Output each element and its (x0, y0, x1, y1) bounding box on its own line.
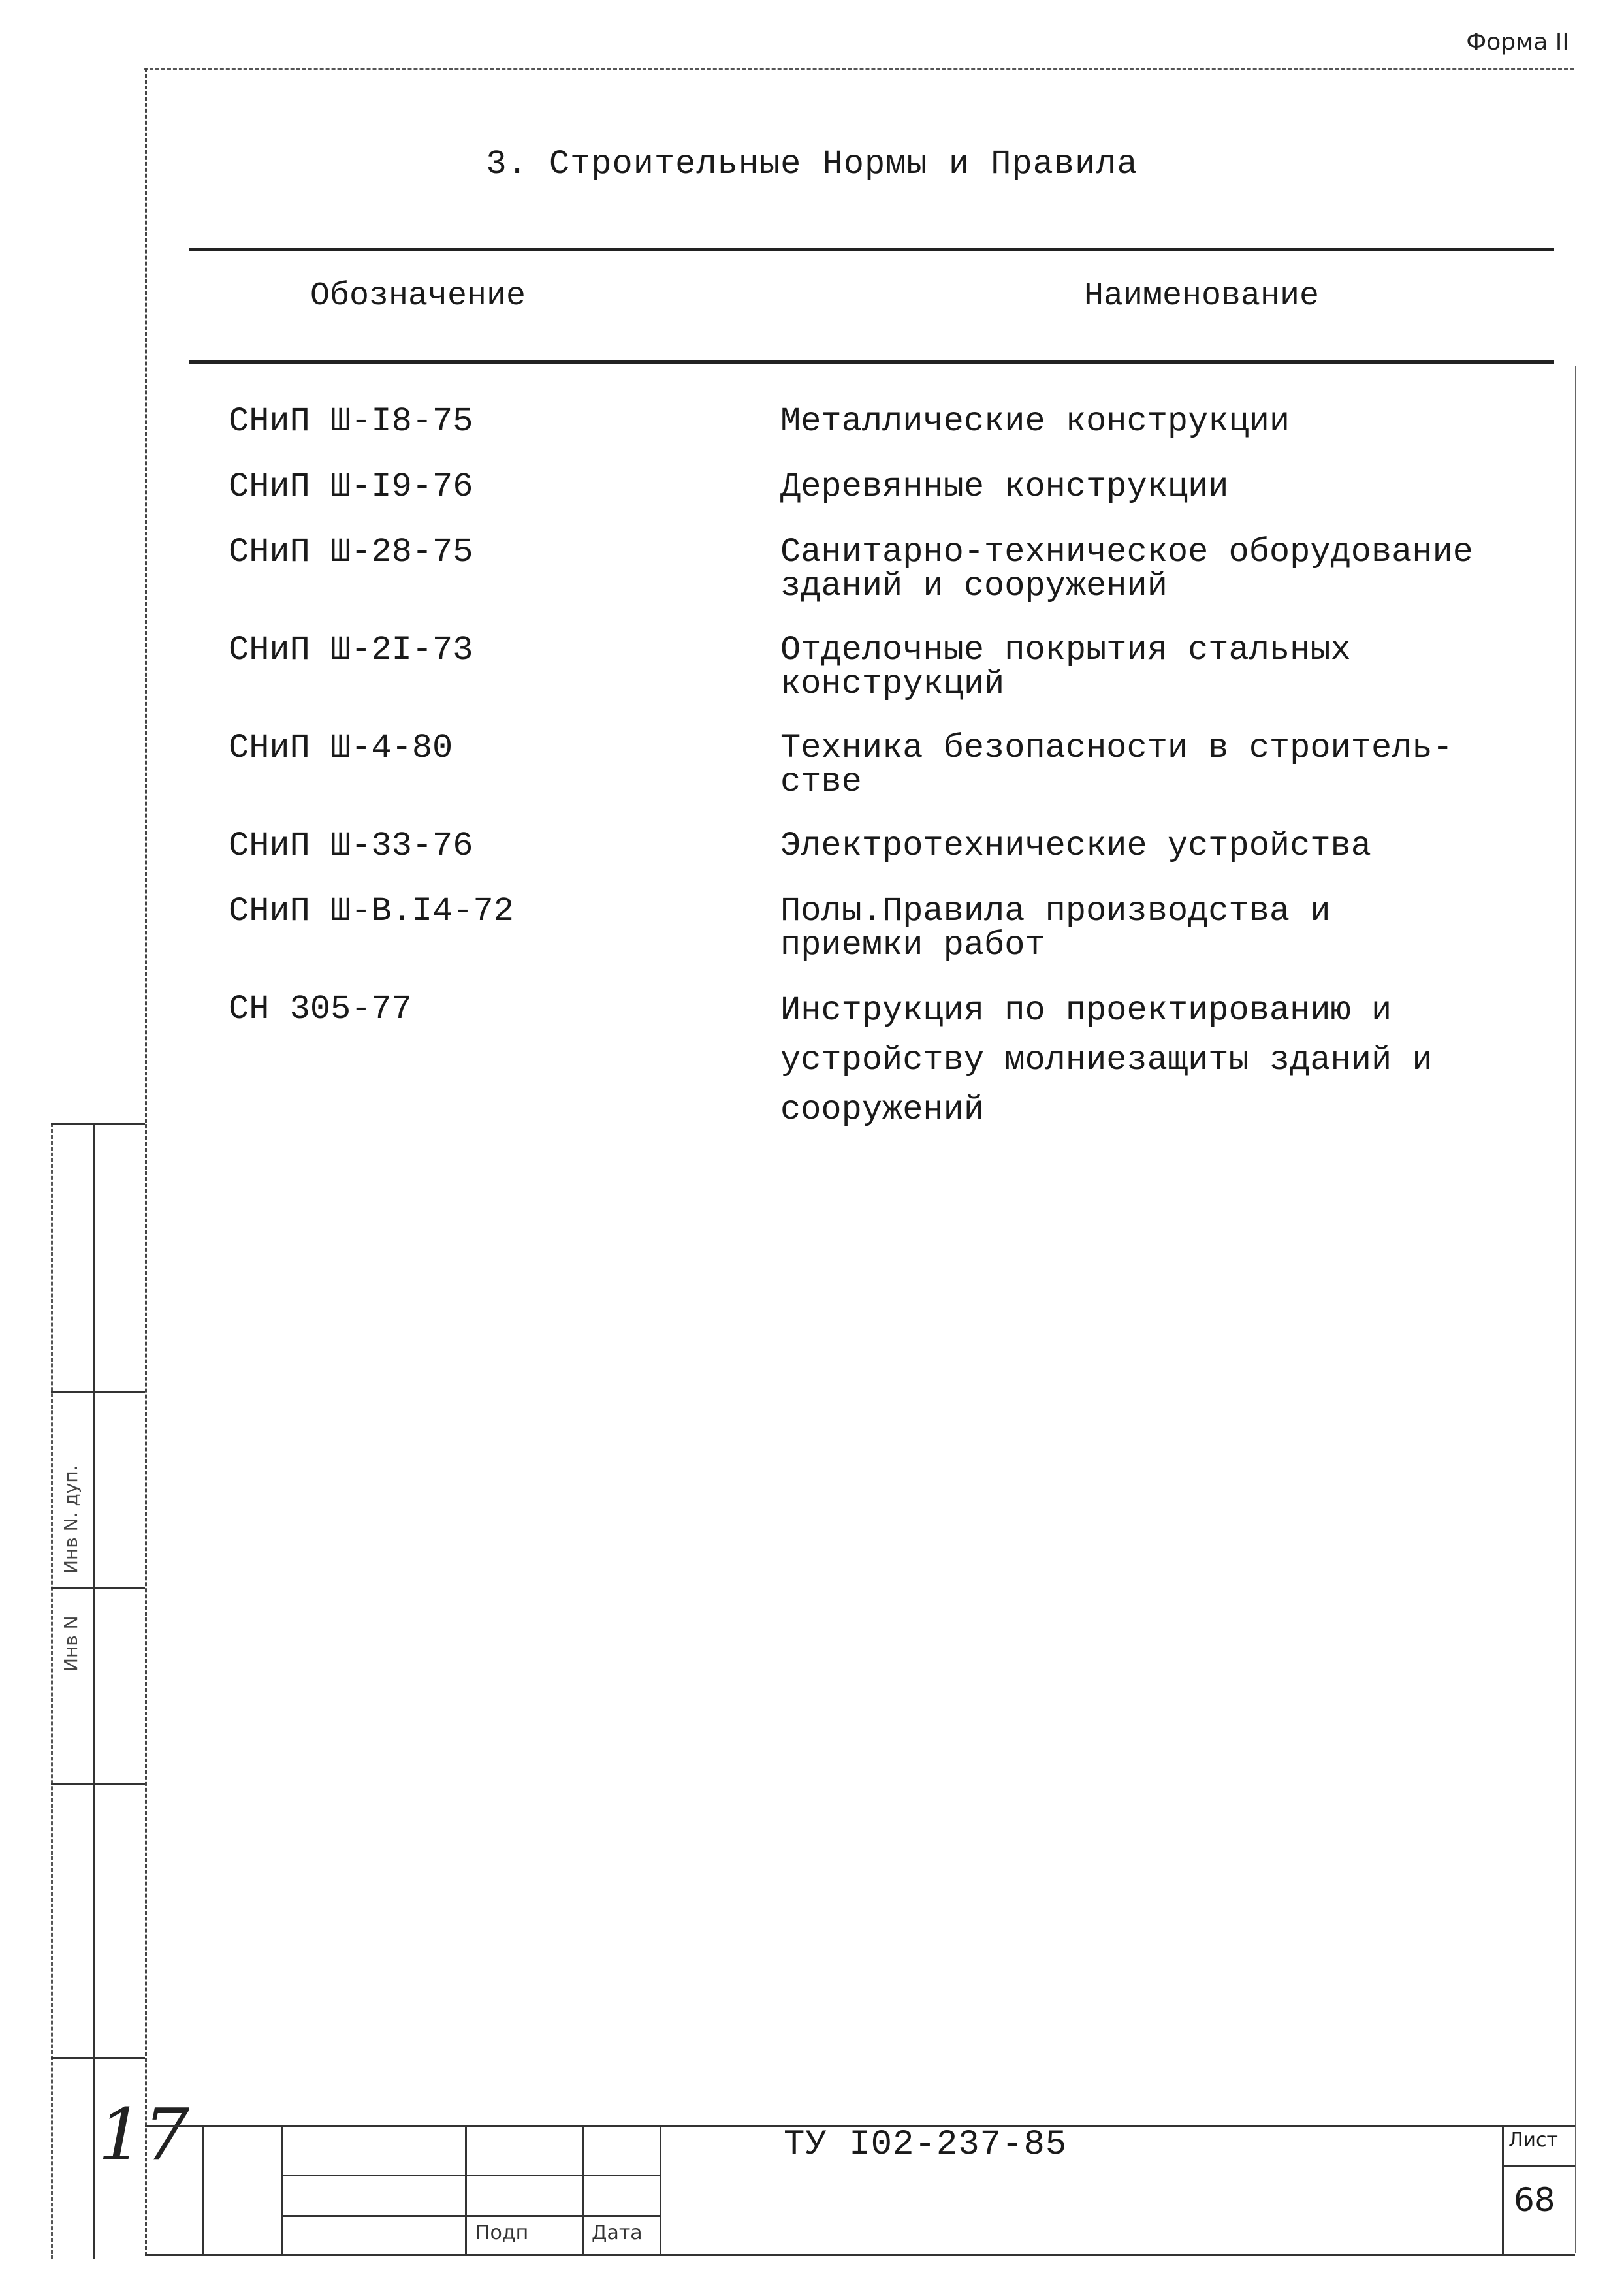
row-code: СНиП Ш-В.I4-72 (229, 892, 514, 931)
margin-outer-border (51, 1123, 53, 2259)
table-row (229, 402, 1541, 441)
sheet-box-divider (1502, 2165, 1575, 2167)
row-code: СНиП Ш-28-75 (229, 533, 473, 571)
row-name: Инструкция по проектированию и устройству молниезащиты зданий и сооружений (780, 991, 1433, 1129)
row-code: СНиП Ш-4-80 (229, 729, 453, 767)
table-row (229, 892, 1541, 964)
frame-left-border (145, 68, 147, 2255)
margin-stamp-inv-dup: Инв N. дуп. (60, 1465, 82, 1574)
row-code: СНиП Ш-I8-75 (229, 402, 473, 441)
row-code: СНиП Ш-I9-76 (229, 468, 473, 506)
column-header-name: Наименование (1084, 278, 1320, 315)
margin-stamp-inv-orig: Инв N (60, 1616, 82, 1672)
title-block-mid-line (281, 2175, 660, 2176)
table-row (229, 990, 1541, 1135)
page-title: 3. Строительные Нормы и Правила (486, 145, 1138, 183)
header-rule-bottom (189, 360, 1554, 364)
date-label: Дата (592, 2222, 643, 2244)
margin-stamp-line (51, 1391, 145, 1393)
title-block-divider (202, 2125, 204, 2254)
margin-stamp-line (51, 1587, 145, 1589)
row-name: Полы.Правила производства и приемки работ (780, 892, 1331, 964)
title-block-mid-line (281, 2215, 660, 2217)
sheet-label: Лист (1508, 2129, 1559, 2152)
row-code: СН 305-77 (229, 990, 412, 1028)
row-name: Техника безопасности в строитель- стве (780, 729, 1453, 801)
title-block-divider (660, 2125, 661, 2254)
margin-stamp-line (51, 1783, 145, 1785)
frame-top-border (144, 68, 1574, 70)
margin-stamp-line (51, 2057, 145, 2059)
row-name: Деревянные конструкции (780, 468, 1229, 506)
table-row (229, 470, 1541, 504)
title-block-divider (465, 2125, 467, 2254)
document-code: ТУ I02-237-85 (784, 2125, 1068, 2165)
title-block-divider (1502, 2125, 1504, 2254)
row-name: Отделочные покрытия стальных конструкций (780, 631, 1351, 703)
signature-label: Подп (475, 2222, 529, 2244)
row-name: Санитарно-техническое оборудование зданий и сооружений (780, 533, 1473, 605)
form-label: Форма II (1466, 29, 1569, 56)
row-code: СНиП Ш-33-76 (229, 827, 473, 865)
header-rule-top (189, 248, 1554, 251)
handwritten-number: 17 (98, 2093, 189, 2176)
sheet-number: 68 (1514, 2181, 1555, 2219)
title-block-divider (582, 2125, 584, 2254)
table-row (229, 829, 1541, 863)
row-name: Металлические конструкции (780, 402, 1290, 441)
margin-stamp-divider (93, 1123, 95, 2259)
table-row (229, 535, 1541, 603)
column-header-designation: Обозначение (310, 278, 526, 315)
row-name: Электротехнические устройства (780, 827, 1371, 865)
table-row (229, 731, 1541, 799)
frame-bottom-border (145, 2254, 1575, 2256)
table-row (229, 633, 1541, 701)
title-block-divider (281, 2125, 283, 2254)
standards-table (229, 402, 1541, 1135)
margin-stamp-line (51, 1123, 145, 1125)
row-code: СНиП Ш-2I-73 (229, 631, 473, 669)
frame-right-border (1575, 366, 1576, 2253)
